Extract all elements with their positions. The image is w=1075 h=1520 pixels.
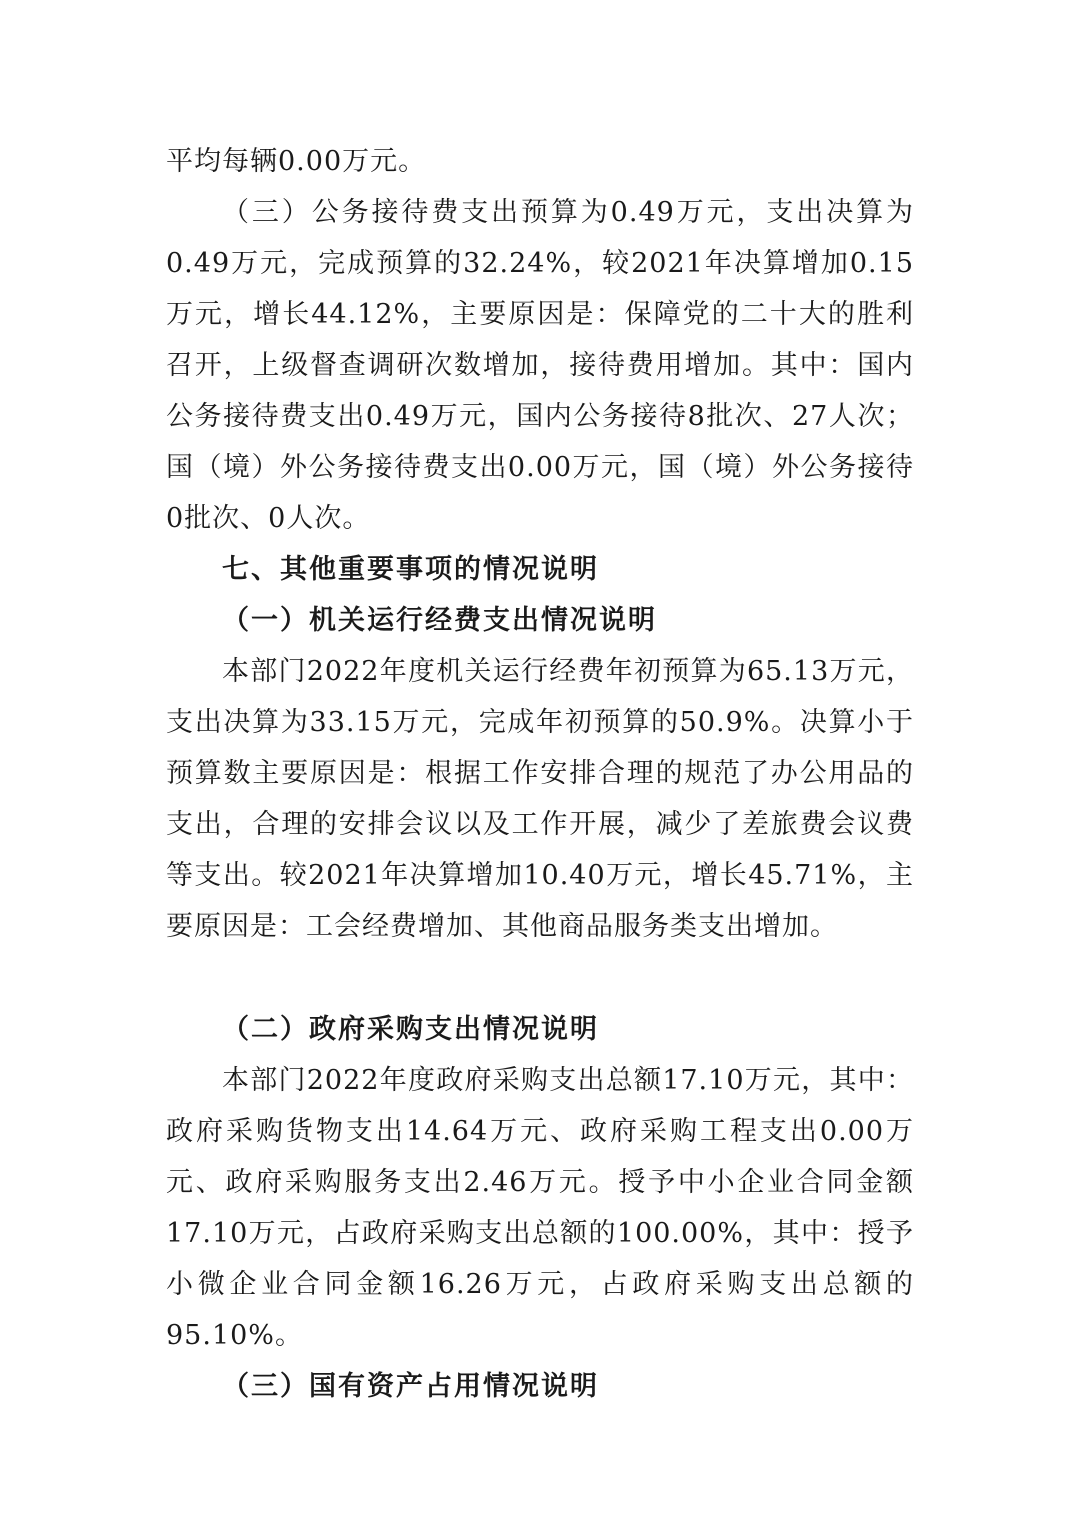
paragraph-reception-expense: （三）公务接待费支出预算为0.49万元，支出决算为0.49万元，完成预算的32.24%，较2021年决算增加0.15万元，增长44.12%，主要原因是：保障党的二十大的胜利召开，上级督查调研次数增加，接待费用增加。其中：国内公务接待费支出0.49万元，国内公务接待8批次、27人次；国（境）外公务接待费支出0.00万元，国（境）外公务接待0批次、0人次。 — [166, 197, 914, 534]
document-body — [166, 136, 914, 1412]
subheading-state-assets: （三）国有资产占用情况说明 — [222, 1371, 599, 1402]
paragraph-vehicle-average: 平均每辆0.00万元。 — [166, 146, 427, 177]
section-heading-other-matters: 七、其他重要事项的情况说明 — [222, 554, 599, 585]
subheading-procurement: （二）政府采购支出情况说明 — [222, 1014, 599, 1045]
paragraph-spacer — [166, 952, 914, 1004]
subheading-operating-expense: （一）机关运行经费支出情况说明 — [222, 605, 657, 636]
paragraph-operating-expense: 本部门2022年度机关运行经费年初预算为65.13万元，支出决算为33.15万元，完成年初预算的50.9%。决算小于预算数主要原因是：根据工作安排合理的规范了办公用品的支出，合理的安排会议以及工作开展，减少了差旅费会议费等支出。较2021年决算增加10.40万元，增长45.71%，主要原因是：工会经费增加、其他商品服务类支出增加。 — [166, 656, 914, 942]
paragraph-procurement: 本部门2022年度政府采购支出总额17.10万元，其中：政府采购货物支出14.64万元、政府采购工程支出0.00万元、政府采购服务支出2.46万元。授予中小企业合同金额17.10万元，占政府采购支出总额的100.00%，其中：授予小微企业合同金额16.26万元，占政府采购支出总额的95.10%。 — [166, 1065, 914, 1351]
